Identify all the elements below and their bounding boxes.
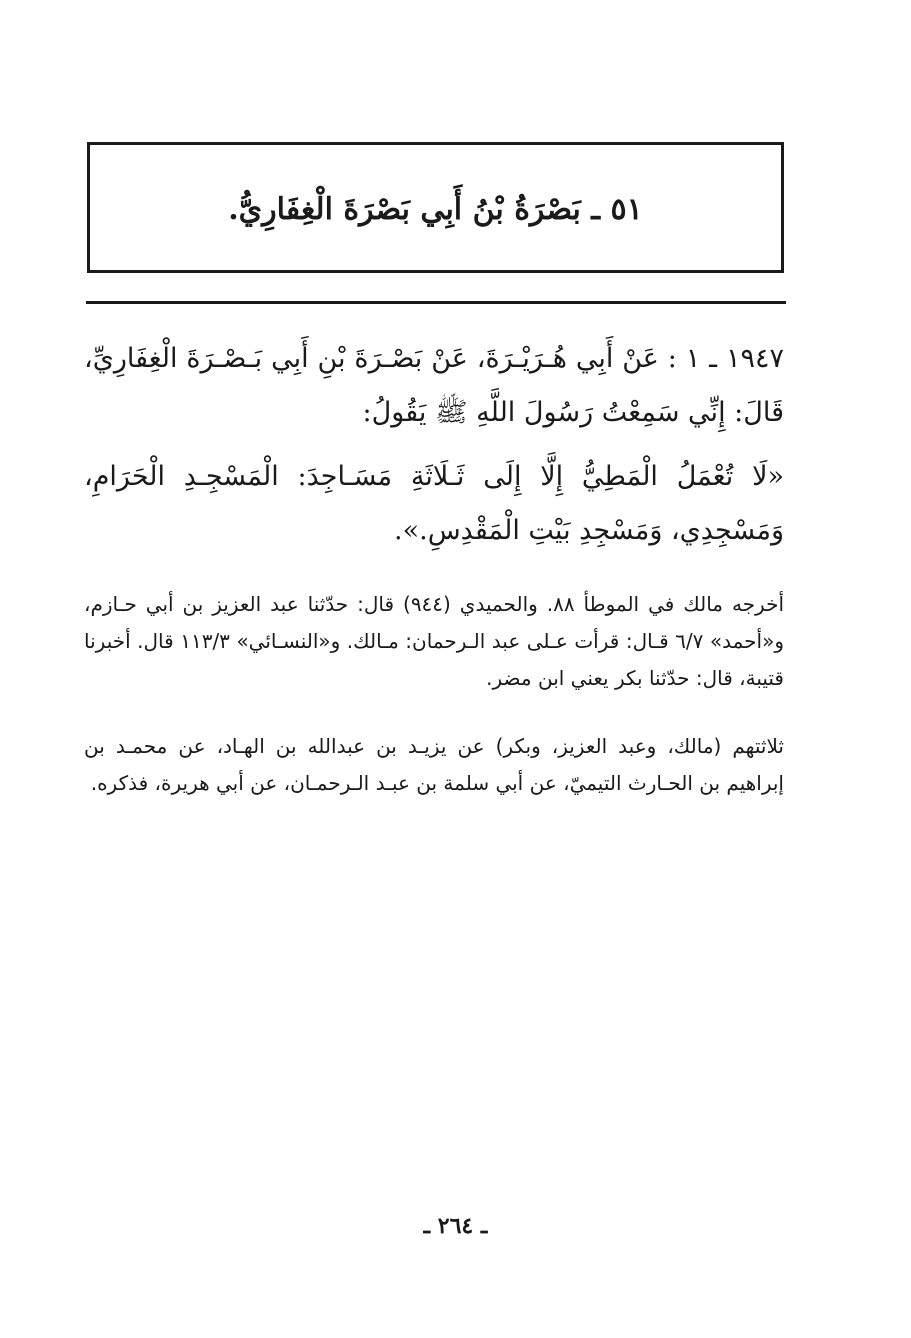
hadith-text	[84, 332, 784, 558]
takhrij-paragraph: ثلاثتهم (مالك، وعبد العزيز، وبكر) عن يزيـد بن عبدالله بن الهـاد، عن محمـد بن إبراهيم بن الحـارث التيميّ، عن أبي سلمة بن عبـد الـرحمـان، عن أبي هريرة، فذكره.	[84, 734, 784, 795]
separator-rule	[86, 301, 786, 304]
takhrij-note-1	[84, 586, 784, 697]
page-number: ـ ٢٦٤ ـ	[423, 1213, 488, 1239]
takhrij-paragraph: أخرجه مالك في الموطأ ٨٨. والحميدي (٩٤٤) قال: حدّثنا عبد العزيز بن أبي حـازم، و«أحمد» ٦/٧ قـال: قرأت عـلى عبد الـرحمان: مـالك. و«النسـائي» ١١٣/٣ قال. أخبرنا قتيبة، قال: حدّثنا بكر يعني ابن مضر.	[84, 592, 785, 690]
chapter-title-box	[87, 142, 784, 273]
takhrij-note-2	[84, 728, 784, 802]
chapter-title: ٥١ ـ بَصْرَةُ بْنُ أَبِي بَصْرَةَ الْغِفَارِيُّ.	[228, 192, 643, 227]
hadith-isnad: ١٩٤٧ ـ ١ : عَنْ أَبِي هُـرَيْـرَةَ، عَنْ بَصْـرَةَ بْنِ أَبِي بَـصْـرَةَ الْغِفَارِيِّ، قَالَ: إِنِّي سَمِعْتُ رَسُولَ اللَّهِ ﷺ يَقُولُ:	[84, 343, 784, 428]
hadith-matn: «لَا تُعْمَلُ الْمَطِيُّ إِلَّا إِلَى ثَـلَاثَةِ مَسَـاجِدَ: الْمَسْجِـدِ الْحَرَامِ، وَمَسْجِدِي، وَمَسْجِدِ بَيْتِ الْمَقْدِسِ.».	[84, 461, 784, 546]
